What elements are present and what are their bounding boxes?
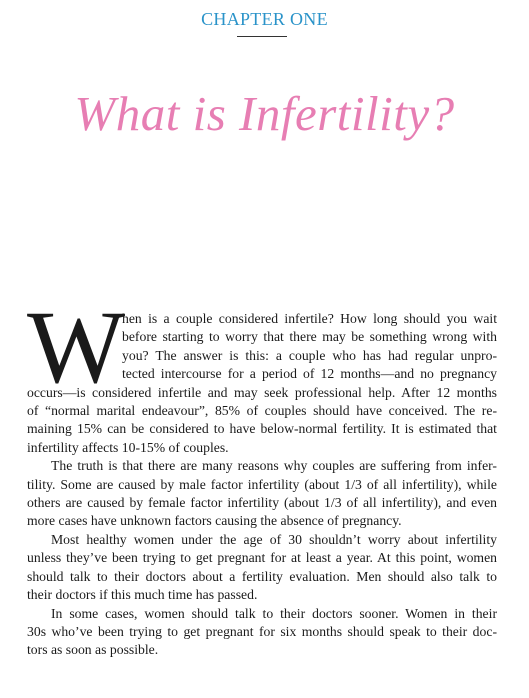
chapter-title: What is Infertility? [74, 86, 455, 141]
text-line: before starting to worry that there may be something wrong with [122, 329, 497, 345]
text-line: hen is a couple considered infertile? How long should you wait [122, 311, 497, 326]
text-line: tected intercourse for a period of 12 months—and no pregnancy [122, 366, 497, 382]
paragraph-4 [27, 605, 497, 660]
text-line: of “normal marital endeavour”, 85% of couples should have conceived. The re- [27, 403, 497, 419]
text-line: occurs—is considered infertile and may seek professional help. After 12 months [27, 384, 497, 400]
text-line: infertility affects 10-15% of couples. [27, 439, 229, 455]
drop-cap: W [27, 290, 126, 405]
text-line: Most healthy women under the age of 30 shouldn’t worry about infertility [51, 531, 497, 547]
text-line: others are caused by female factor infertility (about 1/3 of all infertility), and even [27, 495, 497, 511]
body-text [27, 310, 497, 660]
text-line: more cases have unknown factors causing the absence of pregnancy. [27, 513, 402, 529]
chapter-label: CHAPTER ONE [201, 9, 328, 29]
paragraph-2 [27, 457, 497, 531]
text-line: unless they’ve been trying to get pregnant for at least a year. At this point, women [27, 550, 497, 566]
text-line: In some cases, women should talk to their doctors sooner. Women in their [51, 605, 497, 621]
text-line: you? The answer is this: a couple who has had regular unpro- [122, 347, 497, 363]
paragraph-3 [27, 531, 497, 605]
text-line: 30s who’ve been trying to get pregnant for six months should speak to their doc- [27, 623, 497, 639]
paragraph-1 [27, 310, 497, 457]
text-line: maining 15% can be considered to have below-normal fertility. It is estimated that [27, 421, 497, 437]
text-line: their doctors if this much time has passed. [27, 587, 258, 603]
text-line: should talk to their doctors about a fertility evaluation. Men should also talk to [27, 568, 497, 584]
text-line: tors as soon as possible. [27, 642, 159, 658]
chapter-divider [237, 36, 287, 37]
text-line: tility. Some are caused by male factor infertility (about 1/3 of all infertility), while [27, 476, 497, 492]
text-line: The truth is that there are many reasons why couples are suffering from infer- [51, 458, 497, 474]
